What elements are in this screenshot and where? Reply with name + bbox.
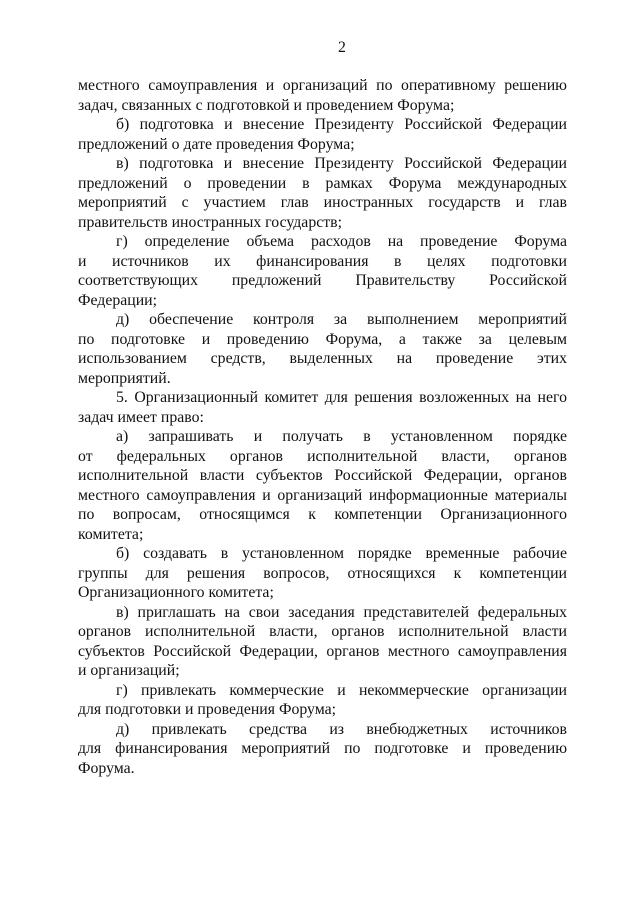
- text-line: от федеральных органов исполнительной власти, органов: [78, 447, 567, 465]
- page-number: 2: [338, 39, 346, 56]
- paragraph-item-v2: [78, 603, 567, 681]
- text-line: предложений о дате проведения Форума;: [78, 135, 355, 153]
- text-line: а) запрашивать и получать в установленном порядке: [116, 428, 567, 445]
- text-line: д) обеспечение контроля за выполнением мероприятий: [116, 311, 567, 328]
- text-line: субъектов Российской Федерации, органов местного самоуправления: [78, 642, 567, 660]
- text-line: использованием средств, выделенных на проведение этих: [78, 350, 567, 367]
- text-line: Форума.: [78, 759, 135, 777]
- paragraph-item-g: [78, 232, 567, 310]
- text-line: исполнительной власти субъектов Российской Федерации, органов: [78, 467, 567, 484]
- text-line: г) привлекать коммерческие и некоммерческие организации: [116, 681, 567, 699]
- paragraph-item-b2: [78, 544, 567, 603]
- text-line: правительств иностранных государств;: [78, 213, 342, 231]
- text-line: местного самоуправления и организаций по оперативному решению: [78, 77, 567, 94]
- text-line: мероприятий.: [78, 369, 171, 387]
- text-line: для подготовки и проведения Форума;: [78, 701, 337, 718]
- paragraph-continuation: [78, 76, 567, 115]
- text-line: задач, связанных с подготовкой и проведением Форума;: [78, 96, 455, 114]
- text-line: мероприятий с участием глав иностранных государств и глав: [78, 194, 567, 211]
- text-line: Федерации;: [78, 291, 157, 309]
- text-line: и организаций;: [78, 662, 180, 679]
- paragraph-item-v: [78, 154, 567, 232]
- text-line: б) создавать в установленном порядке временные рабочие: [116, 545, 567, 562]
- paragraph-item-a: [78, 427, 567, 544]
- text-line: и источников их финансирования в целях подготовки: [78, 252, 567, 270]
- text-line: предложений о проведении в рамках Форума международных: [78, 174, 567, 192]
- text-line: в) подготовка и внесение Президенту Российской Федерации: [116, 155, 567, 172]
- text-line: по подготовке и проведению Форума, а также за целевым: [78, 330, 567, 348]
- text-line: б) подготовка и внесение Президенту Российской Федерации: [116, 116, 567, 133]
- paragraph-item-d: [78, 310, 567, 388]
- text-line: в) приглашать на свои заседания представителей федеральных: [116, 603, 567, 621]
- paragraph-item-g2: [78, 681, 567, 720]
- text-line: местного самоуправления и организаций информационные материалы: [78, 486, 567, 504]
- paragraph-section-5: [78, 388, 567, 427]
- text-line: группы для решения вопросов, относящихся к компетенции: [78, 564, 567, 582]
- text-line: задач имеет право:: [78, 408, 204, 426]
- text-line: г) определение объема расходов на проведение Форума: [116, 233, 567, 250]
- paragraph-item-b: [78, 115, 567, 154]
- paragraph-item-d2: [78, 720, 567, 779]
- text-line: соответствующих предложений Правительству Российской: [78, 272, 567, 289]
- text-line: 5. Организационный комитет для решения возложенных на него: [116, 389, 567, 406]
- text-line: д) привлекать средства из внебюджетных источников: [116, 720, 567, 738]
- text-line: по вопросам, относящимся к компетенции Организационного: [78, 506, 567, 523]
- text-line: для финансирования мероприятий по подготовке и проведению: [78, 740, 567, 757]
- text-line: Организационного комитета;: [78, 584, 274, 601]
- text-line: комитета;: [78, 525, 144, 543]
- document-body: [78, 76, 567, 778]
- text-line: органов исполнительной власти, органов исполнительной власти: [78, 623, 567, 640]
